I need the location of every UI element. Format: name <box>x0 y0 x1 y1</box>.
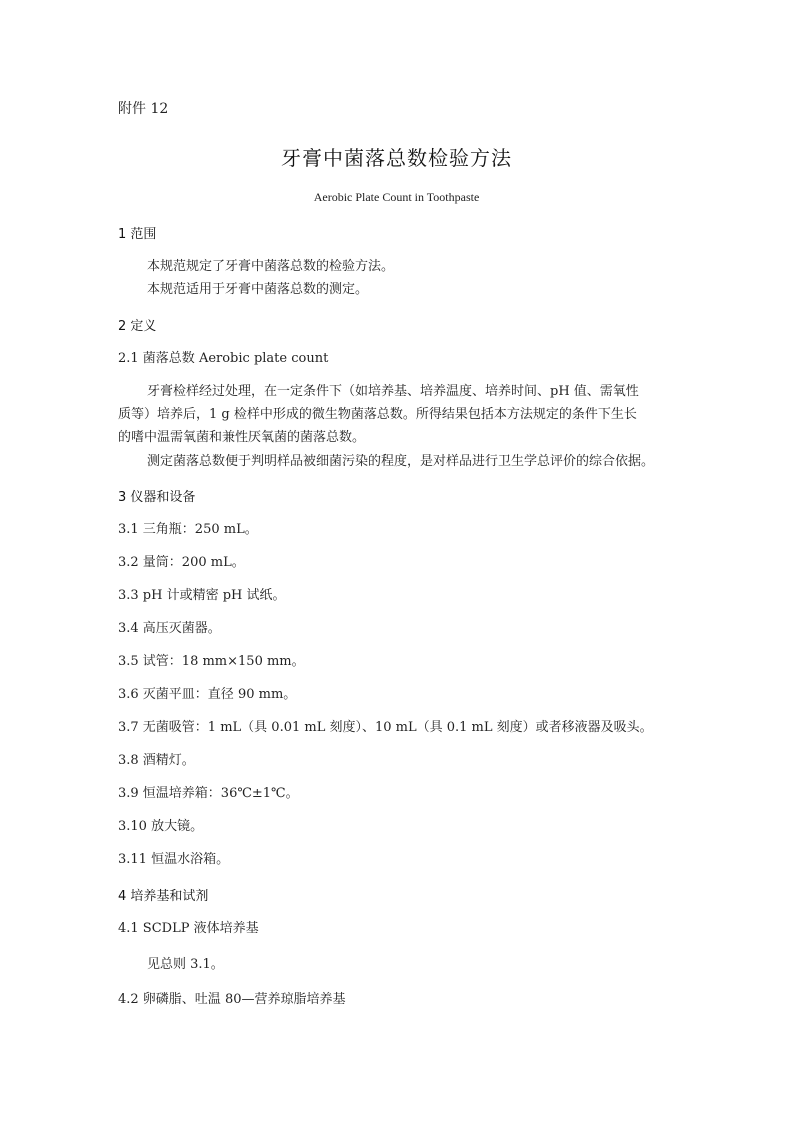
section-2-heading: 2 定义 <box>118 319 157 334</box>
section-3-item: 3.2 量筒：200 mL。 <box>118 555 245 570</box>
section-3-item: 3.9 恒温培养箱：36℃±1℃。 <box>118 786 299 801</box>
section-3-item: 3.6 灭菌平皿：直径 90 mm。 <box>118 687 297 702</box>
page-subtitle: Aerobic Plate Count in Toothpaste <box>313 190 480 204</box>
section-4-1-text: 见总则 3.1。 <box>147 957 224 972</box>
section-2-1-heading: 2.1 菌落总数 Aerobic plate count <box>118 351 329 366</box>
section-3-item: 3.5 试管：18 mm×150 mm。 <box>118 654 305 669</box>
section-3-item: 3.7 无菌吸管：1 mL（具 0.01 mL 刻度）、10 mL（具 0.1 mL 刻度）或者移液器及吸头。 <box>118 720 653 735</box>
section-4-1-heading: 4.1 SCDLP 液体培养基 <box>118 921 259 936</box>
section-1-paragraph-1: 本规范规定了牙膏中菌落总数的检验方法。 <box>147 259 395 274</box>
section-3-item: 3.1 三角瓶：250 mL。 <box>118 522 258 537</box>
section-3-item: 3.8 酒精灯。 <box>118 753 195 768</box>
section-2-1-text-line-3: 的嗜中温需氧菌和兼性厌氧菌的菌落总数。 <box>118 430 366 445</box>
section-3-item: 3.11 恒温水浴箱。 <box>118 852 230 867</box>
section-1-heading: 1 范围 <box>118 227 157 242</box>
section-3-item: 3.4 高压灭菌器。 <box>118 621 221 636</box>
annex-label: 附件 12 <box>118 101 169 117</box>
section-4-heading: 4 培养基和试剂 <box>118 889 209 904</box>
section-1-paragraph-2: 本规范适用于牙膏中菌落总数的测定。 <box>147 282 369 297</box>
page-title: 牙膏中菌落总数检验方法 <box>281 146 512 170</box>
section-3-heading: 3 仪器和设备 <box>118 490 196 505</box>
section-2-1-text-line-1: 牙膏检样经过处理，在一定条件下（如培养基、培养温度、培养时间、pH 值、需氧性 <box>147 384 639 399</box>
section-3-item: 3.3 pH 计或精密 pH 试纸。 <box>118 588 286 603</box>
section-2-1-text-line-2: 质等）培养后，1 g 检样中形成的微生物菌落总数。所得结果包括本方法规定的条件下生长 <box>118 407 637 422</box>
section-2-1-text-2: 测定菌落总数便于判明样品被细菌污染的程度，是对样品进行卫生学总评价的综合依据。 <box>147 454 655 469</box>
section-4-2-heading: 4.2 卵磷脂、吐温 80—营养琼脂培养基 <box>118 992 346 1007</box>
section-3-item: 3.10 放大镜。 <box>118 819 204 834</box>
